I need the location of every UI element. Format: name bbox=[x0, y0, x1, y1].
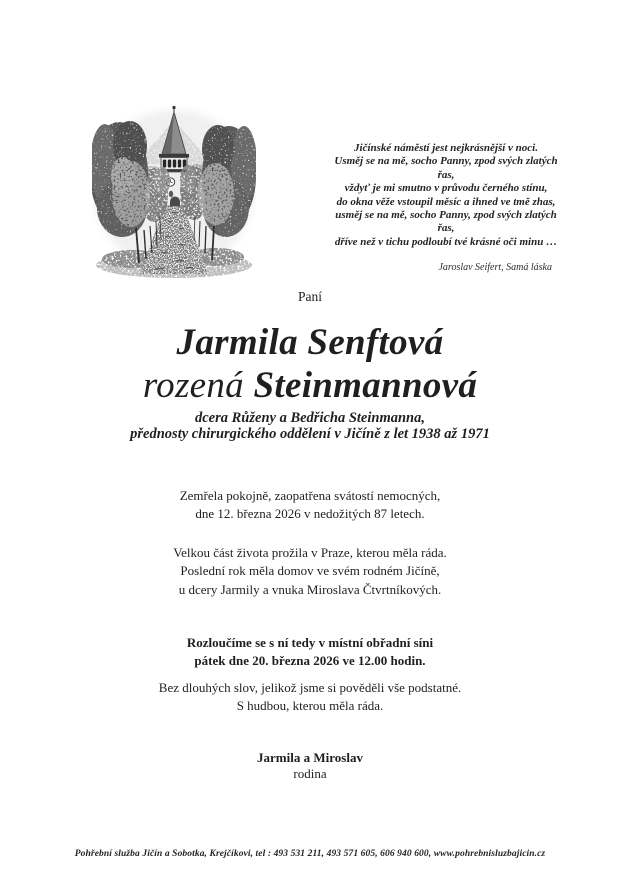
poem-line: vždyť je mi smutno v průvodu černého stínu, bbox=[344, 182, 548, 195]
ceremony-line: Rozloučíme se s ní tedy v místní obřadní síni bbox=[186, 635, 434, 650]
farewell-paragraph bbox=[0, 634, 620, 671]
closing-paragraph bbox=[0, 679, 620, 716]
tree-foliage-right-inner bbox=[198, 163, 234, 225]
etching-svg bbox=[92, 102, 256, 278]
ceremony-datetime: pátek dne 20. března 2026 ve 12.00 hodin. bbox=[194, 653, 426, 669]
signature-names: Jarmila a Miroslav bbox=[257, 750, 363, 765]
text-line: S hudbou, kterou měla ráda. bbox=[236, 698, 384, 714]
deceased-name bbox=[0, 321, 620, 407]
poem-block bbox=[326, 142, 566, 275]
poem-attribution: Jaroslav Seifert, Samá láska bbox=[438, 262, 552, 274]
funeral-service-footer: Pohřební služba Jičín a Sobotka, Krejčíkovi, tel : 493 531 211, 493 571 605, 606 940 600, www.pohrebnisluzbajicin.cz bbox=[74, 849, 546, 859]
text-line: Zemřela pokojně, zaopatřena svátostí nemocných, bbox=[179, 488, 441, 503]
text-line: Bez dlouhých slov, jelikož jsme si pověděli vše podstatné. bbox=[158, 680, 462, 695]
signature-relation: rodina bbox=[293, 766, 327, 781]
tower-window bbox=[169, 191, 173, 197]
text-line: dne 12. března 2026 v nedožitých 87 letech. bbox=[195, 506, 425, 522]
alley-tower-etching bbox=[92, 102, 256, 278]
poem-line: Usměj se na mě, socho Panny, zpod svých zlatých řas, bbox=[334, 155, 558, 181]
lineage-line: dcera Růženy a Bedřicha Steinmanna, bbox=[194, 410, 425, 426]
salutation: Paní bbox=[297, 289, 322, 304]
text-line: Velkou část života prožila v Praze, kterou měla ráda. bbox=[173, 545, 447, 560]
lineage-line: přednosty chirurgického oddělení v Jičíně z let 1938 až 1971 bbox=[130, 426, 490, 442]
text-line: u dcery Jarmily a vnuka Miroslava Čtvrtníkových. bbox=[178, 581, 442, 597]
deceased-name-line2 bbox=[0, 364, 620, 407]
lineage-block bbox=[0, 410, 620, 442]
maiden-surname: Steinmannová bbox=[253, 365, 478, 406]
poem-line: usměj se na mě, socho Panny, zpod svých zlatých řas, bbox=[335, 209, 557, 235]
death-paragraph bbox=[0, 487, 620, 524]
poem-line: do okna věže vstoupil měsíc a ihned ve tmě zhas, bbox=[336, 195, 556, 208]
life-paragraph bbox=[0, 544, 620, 599]
tower-cornice bbox=[159, 154, 189, 158]
maiden-name-prefix: rozená bbox=[142, 365, 244, 406]
poem-line: Jičínské náměstí jest nejkrásnější v noci. bbox=[354, 142, 538, 154]
deceased-name-line1: Jarmila Senftová bbox=[176, 322, 444, 363]
poem-line: dříve než v tichu podloubí tvé krásné oči minu … bbox=[334, 235, 558, 248]
signature-block bbox=[0, 750, 620, 782]
text-line: Poslední rok měla domov ve svém rodném Jičíně, bbox=[180, 563, 440, 579]
